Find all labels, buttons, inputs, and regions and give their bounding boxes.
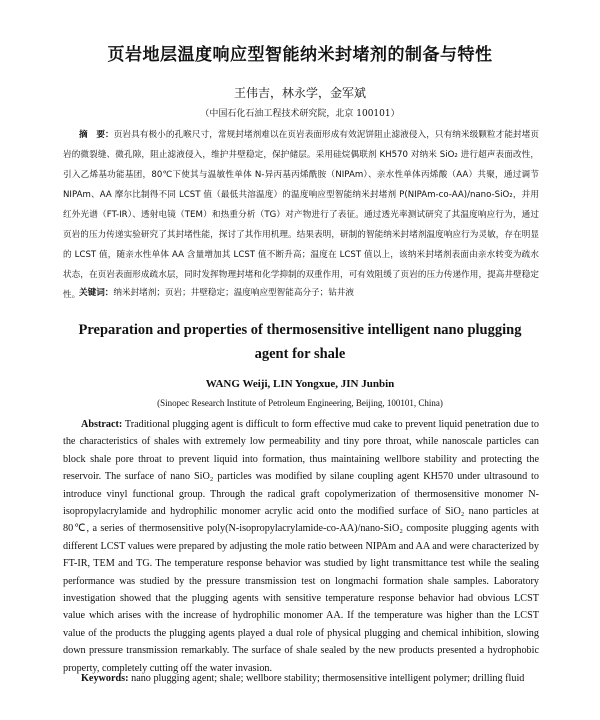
chinese-authors: 王伟吉，林永学，金军斌	[233, 86, 366, 100]
english-keywords-label: Keywords:	[81, 673, 129, 684]
english-keywords	[63, 670, 539, 687]
chinese-keywords-text: 纳米封堵剂；页岩；井壁稳定；温度响应型智能高分子；钻井液	[113, 288, 355, 298]
english-abstract-text: Traditional plugging agent is difficult to form effective mud cake to prevent liquid penetration due to the characteristics of shales with extremely low permeability and tiny pore throat, while nanoscale particles can block shale pore throat to prevent liquid into formation, thus maintaining wellbore stability and protecting the reservoir. The surface of nano SiO₂ particles was modified by silane coupling agent KH570 under ultrasound to introduce vinyl functional group. Through the radical graft copolymerization of thermosensitive monomer N-isopropylacrylamide and hydrophilic monomer acrylic acid onto the modified surface of SiO₂ nano particles at 80℃, a series of thermosensitive poly(N-isopropylacrylamide-co-AA)/nano-SiO₂ composite plugging agents with different LCST values were prepared by adjusting the mole ratio between NIPAm and AA and were characterized by FT-IR, TEM and TG. The temperature response behavior was studied by light transmittance test while the sealing performance was studied by the pressure transmission test on longmachi formation shale samples. Laboratory investigation showed that the plugging agents with sensitive temperature response behavior had obvious LCST value which arises with the increase of hydrophilic monomer AA. If the temperature was higher than the LCST value of the products the plugging agents played a dual role of physical plugging and chemical inhibition, slowing down pressure transmission remarkably. The surface of shale sealed by the new products presented a hydrophobic property, completely cutting off the water invasion.	[63, 419, 539, 674]
english-abstract	[63, 416, 539, 677]
chinese-abstract-label: 摘 要：	[79, 130, 114, 140]
english-keywords-text: nano plugging agent; shale; wellbore stability; thermosensitive intelligent polymer; drilling fluid	[131, 673, 525, 684]
english-authors: WANG Weiji, LIN Yongxue, JIN Junbin	[205, 378, 395, 390]
chinese-affiliation: （中国石化石油工程技术研究院，北京 100101）	[200, 109, 400, 119]
english-abstract-label: Abstract:	[81, 419, 123, 430]
english-title: Preparation and properties of thermosensitive intelligent nano plugging agent for shale	[78, 322, 522, 362]
english-affiliation: (Sinopec Research Institute of Petroleum Engineering, Beijing, 100101, China)	[157, 398, 443, 408]
chinese-abstract	[63, 125, 539, 305]
chinese-abstract-text: 页岩具有极小的孔喉尺寸，常规封堵剂难以在页岩表面形成有效泥饼阻止滤液侵入，只有纳米级颗粒才能封堵页岩的微裂缝、微孔隙，阻止滤液侵入，维护井壁稳定，保护储层。采用硅烷偶联剂 KH570 对纳米 SiO₂ 进行超声表面改性，引入乙烯基功能基团，80℃下使其与温敏性单体 N-异丙基丙烯酰胺（NIPAm）、亲水性单体丙烯酸（AA）共聚，通过调节 NIPAm、AA 摩尔比制得不同 LCST 值（最低共溶温度）的温度响应型智能纳米封堵剂 P(NIPAm-co-AA)/nano-SiO₂，并用红外光谱（FT-IR）、透射电镜（TEM）和热重分析（TG）对产物进行了表征。通过透光率测试研究了其温度响应行为，通过页岩的压力传递实验研究了其封堵性能，探讨了其作用机理。结果表明，研制的智能纳米封堵剂温度响应行为灵敏，存在明显的 LCST 值，随亲水性单体 AA 含量增加其 LCST 值不断升高；温度在 LCST 值以上，该纳米封堵剂表面由亲水转变为疏水状态，在页岩表面形成疏水层，同时发挥物理封堵和化学抑制的双重作用，可有效阻缓了页岩的压力传递作用，提高井壁稳定性。	[63, 130, 539, 300]
chinese-keywords	[63, 286, 539, 300]
chinese-title: 页岩地层温度响应型智能纳米封堵剂的制备与特性	[107, 45, 493, 65]
chinese-keywords-label: 关键词：	[79, 288, 114, 298]
